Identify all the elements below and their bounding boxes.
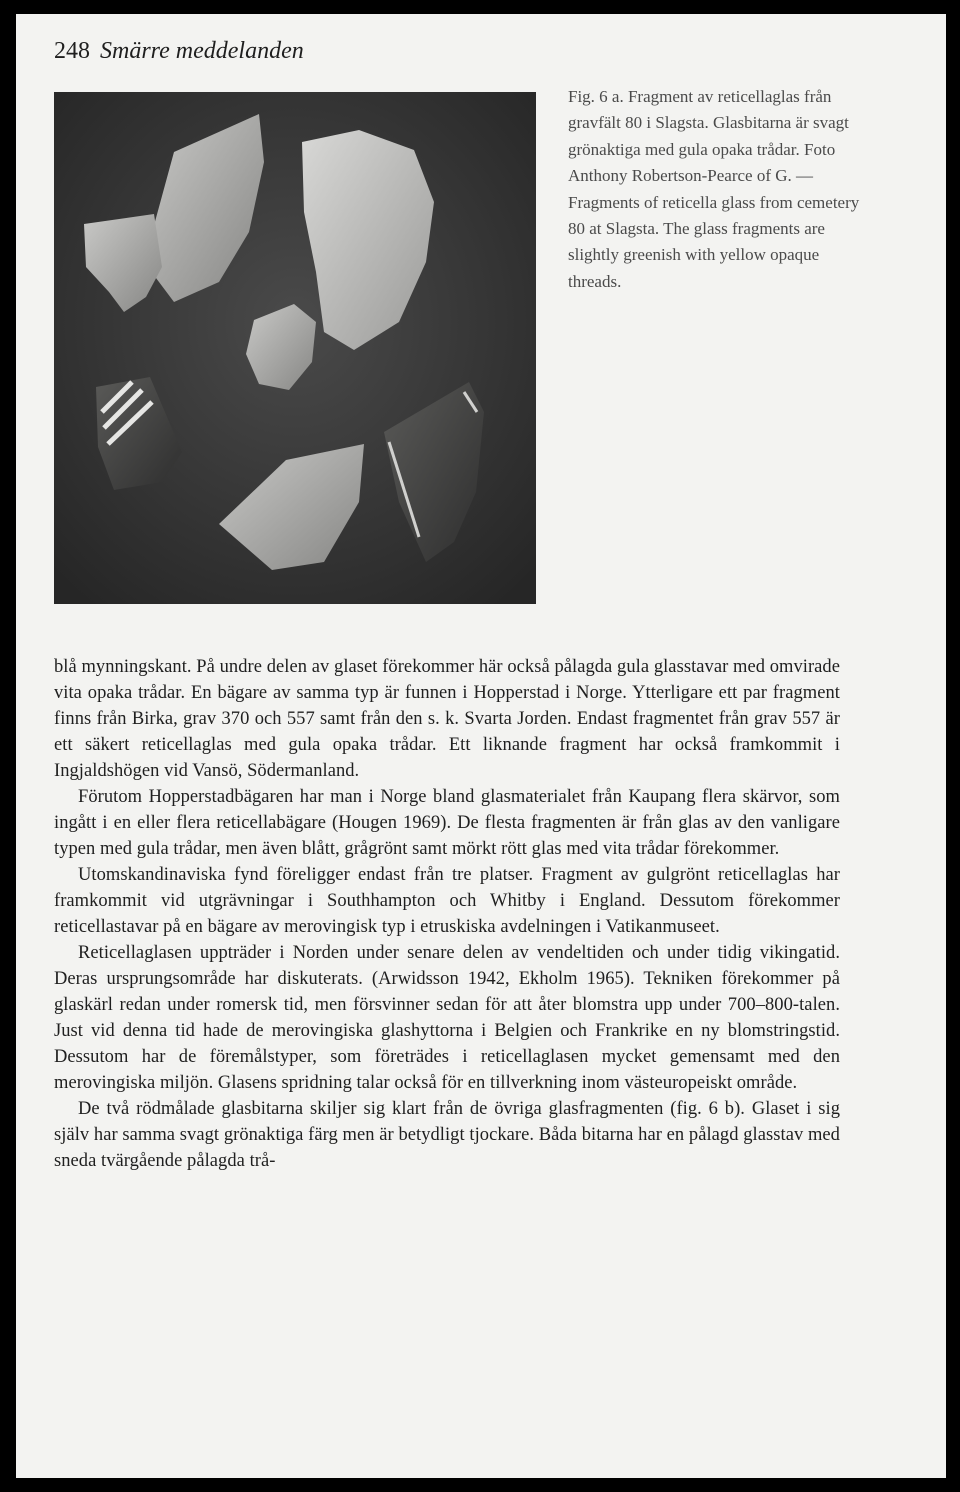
document-page xyxy=(16,14,946,1478)
figure-photo xyxy=(54,92,536,604)
glass-fragments-image xyxy=(54,92,536,604)
page-header xyxy=(54,36,304,66)
paragraph: Reticellaglasen uppträder i Norden under senare delen av vendeltiden och under tidig vikingatid. Deras ursprungsområde har diskuterats. (Arwidsson 1942, Ekholm 1965). Tekniken förekommer på glaskärl redan under romersk tid, men försvinner sedan för att åter blomstra upp under 700–800-talen. Just vid denna tid hade de merovingiska glashyttorna i Belgien och Frankrike en ny blomstringstid. Dessutom har de föremålstyper, som företrädes i reticellaglasen mycket gemensamt med den merovingiska miljön. Glasens spridning talar också för en tillverkning inom västeuropeiskt område. xyxy=(54,943,840,1093)
paragraph: De två rödmålade glasbitarna skiljer sig klart från de övriga glasfragmenten (fig. 6 b). Glaset i sig själv har samma svagt grönaktiga färg men är betydligt tjockare. Båda bitarna har en pålagd glasstav med sneda tvärgående pålagda trå- xyxy=(54,1099,840,1171)
paragraph: Utomskandinaviska fynd föreligger endast från tre platser. Fragment av gulgrönt reticellaglas har framkommit vid utgrävningar i Southhampton och Whitby i England. Dessutom förekommer reticellastavar på en bägare av merovingisk typ i etruskiska avdelningen i Vatikanmuseet. xyxy=(54,865,840,937)
paragraph: Förutom Hopperstadbägaren har man i Norge bland glasmaterialet från Kaupang flera skärvor, som ingått i en eller flera reticellabägare (Hougen 1969). De flesta fragmenten är från glas av den vanligare typen med gula trådar, men även blått, grågrönt samt mörkt rött glas med vita trådar förekommer. xyxy=(54,787,840,859)
figure-caption xyxy=(568,84,868,295)
caption-text: Fig. 6 a. Fragment av reticellaglas från gravfält 80 i Slagsta. Glasbitarna är svagt grönaktiga med gula opaka trådar. Foto Anthony Robertson-Pearce of G. — Fragments of reticella glass from cemetery 80 at Slagsta. The glass fragments are slightly greenish with yellow opaque threads. xyxy=(568,87,860,291)
page-number: 248 xyxy=(54,38,90,64)
body-text xyxy=(54,654,840,1174)
paragraph: blå mynningskant. På undre delen av glaset förekommer här också pålagda gula glasstavar med omvirade vita opaka trådar. En bägare av samma typ är funnen i Hopperstad i Norge. Ytterligare ett par fragment finns från Birka, grav 370 och 557 samt från den s. k. Svarta Jorden. Endast fragmentet från grav 557 är ett säkert reticellaglas med gula opaka trådar. Ett liknande fragment har också framkommit i Ingjaldshögen vid Vansö, Södermanland. xyxy=(54,657,840,781)
running-title: Smärre meddelanden xyxy=(100,38,304,64)
